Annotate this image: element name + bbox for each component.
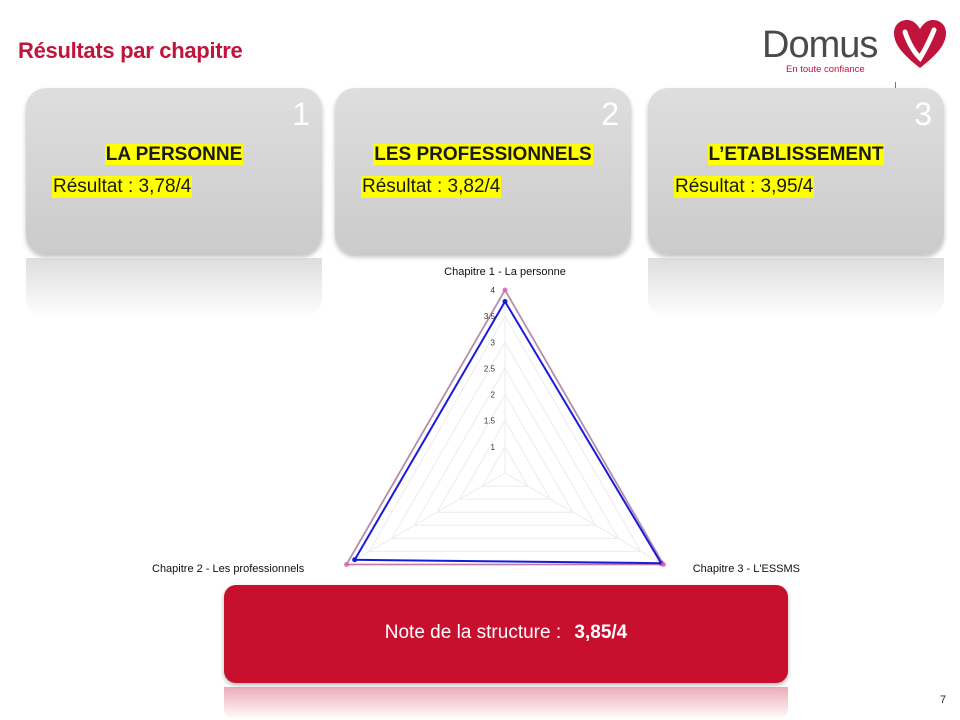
axis-label: Chapitre 3 - L'ESSMS: [692, 563, 800, 575]
chapter-card-1: [26, 88, 322, 254]
chapter-card-3: [648, 88, 944, 254]
card-result: Résultat : 3,95/4: [675, 176, 814, 197]
card-number: 1: [292, 96, 310, 132]
axis-spoke: [347, 473, 505, 565]
tick-label: 1: [490, 442, 495, 452]
data-point: [661, 562, 666, 567]
axis-label: Chapitre 1 - La personne: [444, 266, 566, 278]
tick-label: 3.5: [483, 312, 495, 322]
tick-label: 1.5: [483, 416, 495, 426]
data-point: [503, 299, 508, 304]
logo-tagline: En toute confiance: [786, 64, 865, 75]
score-box-reflection: [224, 687, 788, 720]
logo-text: Domus: [762, 24, 878, 66]
heart-logo-icon: [892, 18, 948, 70]
card-heading-wrap: [335, 144, 631, 166]
tick-label: 4: [490, 286, 495, 295]
card-result: Résultat : 3,78/4: [53, 176, 192, 197]
slide-title: Résultats par chapitre: [18, 38, 243, 63]
data-point: [503, 288, 508, 293]
card-heading: L’ETABLISSEMENT: [708, 144, 884, 165]
structure-score-label: Note de la structure :: [384, 622, 562, 643]
card-heading: LA PERSONNE: [105, 144, 243, 165]
chapter-card-2: [335, 88, 631, 254]
card-number: 3: [914, 96, 932, 132]
structure-score-value: 3,85/4: [574, 622, 628, 643]
structure-score-text: [224, 622, 788, 644]
tick-label: 3: [490, 338, 495, 348]
card-heading-wrap: [26, 144, 322, 166]
card-number: 2: [601, 96, 619, 132]
radar-chart: [150, 262, 810, 582]
tick-label: 2: [490, 390, 495, 400]
structure-score-box: [224, 585, 788, 683]
card-result: Résultat : 3,82/4: [362, 176, 501, 197]
tick-label: 2.5: [483, 364, 495, 374]
card-heading-wrap: [648, 144, 944, 166]
page-number: 7: [940, 694, 947, 706]
data-point: [344, 562, 349, 567]
data-point: [352, 557, 357, 562]
card-heading: LES PROFESSIONNELS: [374, 144, 592, 165]
domusvi-logo: [762, 22, 947, 92]
axis-spoke: [505, 473, 663, 565]
axis-label: Chapitre 2 - Les professionnels: [152, 563, 305, 575]
